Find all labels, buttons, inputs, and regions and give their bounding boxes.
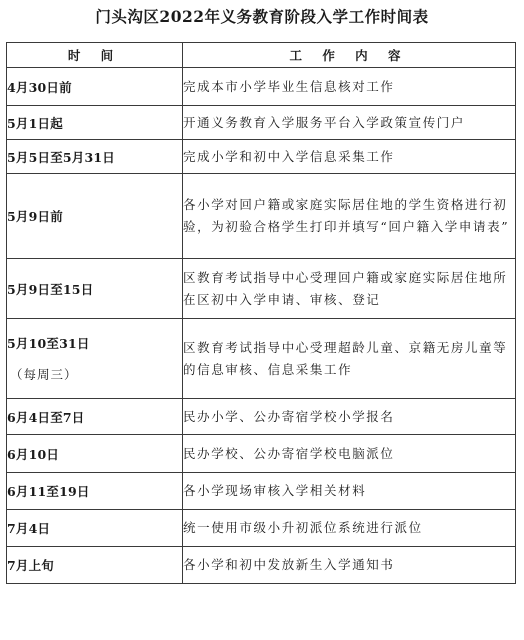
table-row xyxy=(7,473,516,510)
task-cell: 区教育考试指导中心受理超龄儿童、京籍无房儿童等的信息审核、信息采集工作 xyxy=(183,319,516,399)
task-cell: 各小学现场审核入学相关材料 xyxy=(183,473,516,510)
time-cell-note: （每周三） xyxy=(10,367,78,382)
time-cell-date: 5月10至31日 xyxy=(7,336,90,351)
time-cell: 5月1日起 xyxy=(7,106,183,140)
time-cell: 5月5日至5月31日 xyxy=(7,140,183,174)
table-row xyxy=(7,547,516,584)
time-cell: 6月11至19日 xyxy=(7,473,183,510)
table-row xyxy=(7,106,516,140)
time-cell: 7月4日 xyxy=(7,510,183,547)
task-column-header: 工 作 内 容 xyxy=(183,43,516,68)
task-cell: 各小学和初中发放新生入学通知书 xyxy=(183,547,516,584)
table-header-row xyxy=(7,43,516,68)
table-row xyxy=(7,319,516,399)
time-column-header: 时 间 xyxy=(7,43,183,68)
table-row xyxy=(7,68,516,106)
task-cell: 民办小学、公办寄宿学校小学报名 xyxy=(183,399,516,435)
time-cell: 5月9日至15日 xyxy=(7,259,183,319)
table-row xyxy=(7,435,516,473)
task-cell: 民办学校、公办寄宿学校电脑派位 xyxy=(183,435,516,473)
page-title: 门头沟区2022年义务教育阶段入学工作时间表 xyxy=(95,7,429,26)
time-cell: 7月上旬 xyxy=(7,547,183,584)
schedule-table xyxy=(6,42,516,584)
task-cell: 完成本市小学毕业生信息核对工作 xyxy=(183,68,516,106)
time-cell: 6月10日 xyxy=(7,435,183,473)
time-cell: 6月4日至7日 xyxy=(7,399,183,435)
time-cell: 4月30日前 xyxy=(7,68,183,106)
table-row xyxy=(7,140,516,174)
time-cell: 5月9日前 xyxy=(7,174,183,259)
time-cell xyxy=(7,319,183,399)
table-row xyxy=(7,399,516,435)
task-cell: 开通义务教育入学服务平台入学政策宣传门户 xyxy=(183,106,516,140)
task-cell: 统一使用市级小升初派位系统进行派位 xyxy=(183,510,516,547)
task-cell: 完成小学和初中入学信息采集工作 xyxy=(183,140,516,174)
task-cell: 区教育考试指导中心受理回户籍或家庭实际居住地所在区初中入学申请、审核、登记 xyxy=(183,259,516,319)
task-cell: 各小学对回户籍或家庭实际居住地的学生资格进行初验，为初验合格学生打印并填写“回户籍入学申请表” xyxy=(183,174,516,259)
table-row xyxy=(7,259,516,319)
table-row xyxy=(7,174,516,259)
table-row xyxy=(7,510,516,547)
